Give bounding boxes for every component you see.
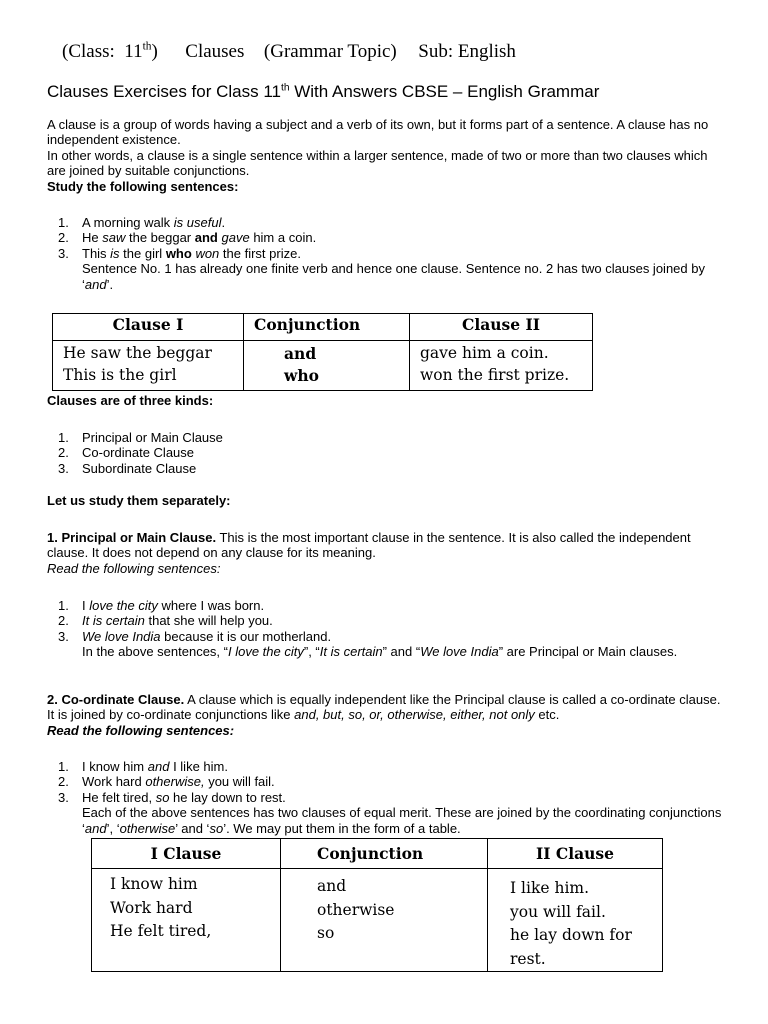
list-item: 2. Work hard otherwise, you will fail. [58,774,275,790]
topic-kind: (Grammar Topic) [263,41,397,62]
list-item: 3. We love India because it is our motherland. [58,628,332,644]
example-list-1 [47,215,727,292]
list-item: 3. He felt tired, so he lay down to rest. [58,789,286,805]
table-cell: I know him Work hard He felt tired, [92,869,281,972]
coordinate-list [47,759,727,836]
table-cell: I like him. you will fail. he lay down for rest. [488,869,663,972]
table-cell: gave him a coin. won the first prize. [410,341,593,391]
list-item: 2. It is certain that she will help you. [58,613,273,629]
list-item: 3. This is the girl who won the first prize. [58,245,301,261]
principal-list [47,598,727,660]
class-label: (Class: 11th) [62,40,158,62]
table-cell: and otherwise so [281,869,488,972]
list-item: 1. I know him and I like him. [58,759,228,774]
list-item: 2. Co-ordinate Clause [58,445,195,461]
page-title: Clauses Exercises for Class 11th With Answers CBSE – English Grammar [47,82,600,101]
table-header: Clause II [410,314,593,341]
list-note: Each of the above sentences has two clauses of equal merit. These are joined by the coordinating conjunctions ‘and’, ‘otherwise’ and ‘so’. We may put them in the form of a table. [82,805,722,836]
list-item: 1. I love the city where I was born. [58,598,265,613]
principal-read-heading: Read the following sentences: [47,561,221,576]
list-item: 3. Subordinate Clause [58,460,197,476]
study-heading: Study the following sentences: [47,179,239,194]
principal-definition: 1. Principal or Main Clause. This is the most important clause in the sentence. It is also called the independent clause. It does not depend on any clause for its meaning. [47,530,691,561]
list-note: In the above sentences, “I love the city”, “It is certain” and “We love India” are Principal or Main clauses. [82,644,678,660]
table-header: Clause I [53,314,244,341]
separately-heading: Let us study them separately: [47,493,231,508]
kinds-list [47,430,727,476]
table-cell: He saw the beggar This is the girl [53,341,244,391]
table-cell: and who [244,341,410,391]
coordinate-definition: 2. Co-ordinate Clause. A clause which is equally independent like the Principal clause is called a co-ordinate clause. It is joined by co-ordinate conjunctions like and, but, so, or, otherwise, either, not only etc. [47,692,721,723]
topic: Clauses [185,41,245,62]
list-item: 2. He saw the beggar and gave him a coin. [58,230,317,246]
kinds-heading: Clauses are of three kinds: [47,393,214,408]
coordinate-read-heading: Read the following sentences: [47,723,235,738]
table-header: II Clause [488,839,663,869]
page-header [62,40,516,62]
table-header: Conjunction [281,839,488,869]
intro-definition: A clause is a group of words having a subject and a verb of its own, but it forms part of a sentence. A clause has no independent existence. [47,117,709,148]
list-item: 1. A morning walk is useful. [58,215,226,230]
list-item: 1. Principal or Main Clause [58,430,223,445]
intro-other-words: In other words, a clause is a single sentence within a larger sentence, made of two or more than two clauses which are joined by suitable conjunctions. [47,148,708,179]
clause-table-2 [91,838,663,972]
table-header: Conjunction [244,314,410,341]
subject: Sub: English [418,41,516,62]
table-header: I Clause [92,839,281,869]
clause-table-1 [52,313,593,391]
list-note: Sentence No. 1 has already one finite verb and hence one clause. Sentence no. 2 has two clauses joined by ‘and’. [82,261,705,292]
